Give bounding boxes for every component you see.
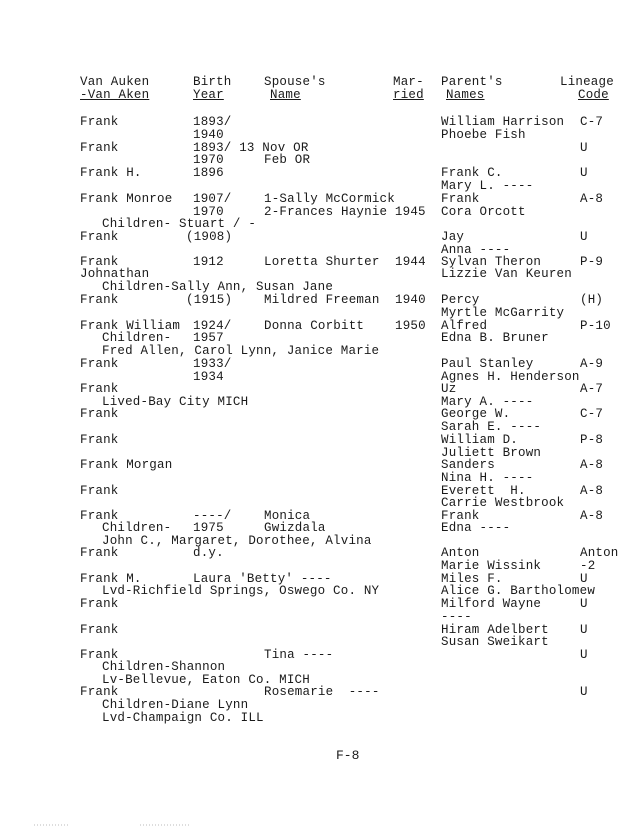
entry-cell: Lvd-Champaign Co. ILL (102, 711, 264, 725)
entry-cell: 2-Frances Haynie 1945 (264, 205, 426, 219)
entry-cell: Loretta Shurter (264, 255, 380, 269)
entry-cell: Frank (80, 484, 119, 498)
entry-cell: Children- (102, 521, 172, 535)
entry-cell: William D. (441, 433, 519, 447)
entry-cell: (H) (580, 293, 604, 307)
scan-specks (0, 820, 640, 828)
entry-cell: Marie Wissink (441, 559, 542, 573)
entry-cell: Percy (441, 293, 480, 307)
entry-cell: Lv-Bellevue, Eaton Co. MICH (102, 673, 310, 687)
entry-cell: U (580, 685, 588, 699)
entry-cell: 1907/ (193, 192, 232, 206)
entry-cell: P-8 (580, 433, 604, 447)
entry-cell: Children- Stuart / - (102, 217, 257, 231)
entry-cell: Laura 'Betty' ---- (193, 572, 332, 586)
entry-cell: U (580, 597, 588, 611)
entry-cell: 1933/ (193, 357, 232, 371)
entry-cell: 1-Sally McCormick (264, 192, 395, 206)
header-married-line2: ried (393, 88, 424, 102)
entry-cell: Frank Monroe (80, 192, 173, 206)
entry-cell: U (580, 230, 588, 244)
entry-cell: Frank (80, 509, 119, 523)
entry-cell: Frank (80, 115, 119, 129)
entry-cell: Frank (80, 407, 119, 421)
entry-cell: Anna ---- (441, 243, 511, 257)
entry-cell: Frank M. (80, 572, 142, 586)
entry-cell: Sarah E. ---- (441, 420, 542, 434)
entry-cell: C-7 (580, 407, 604, 421)
entry-cell: C-7 (580, 115, 604, 129)
entry-cell: William Harrison (441, 115, 565, 129)
entry-cell: A-8 (580, 484, 604, 498)
entry-cell: Mary L. ---- (441, 179, 534, 193)
entry-cell: Donna Corbitt (264, 319, 365, 333)
entry-cell: Tina ---- (264, 648, 334, 662)
header-spouse-line1: Spouse's (264, 75, 326, 89)
entry-cell: 1924/ (193, 319, 232, 333)
entry-cell: Children- (102, 331, 172, 345)
entry-cell: Frank (80, 685, 119, 699)
entry-cell: ---- (441, 610, 472, 624)
entry-cell: Carrie Westbrook (441, 496, 565, 510)
entry-cell: 1940 (395, 293, 426, 307)
entry-cell: Milford Wayne (441, 597, 542, 611)
entry-cell: Frank C. (441, 166, 503, 180)
entry-cell: d.y. (193, 546, 224, 560)
entry-cell: Myrtle McGarrity (441, 306, 565, 320)
entry-cell: Cora Orcott (441, 205, 526, 219)
entry-cell: A-8 (580, 458, 604, 472)
entry-cell: (1915) (186, 293, 233, 307)
entry-cell: A-7 (580, 382, 604, 396)
header-lineage-line1: Lineage (560, 75, 614, 89)
header-name-line2: -Van Aken (80, 88, 150, 102)
entry-cell: Frank Morgan (80, 458, 173, 472)
entry-cell: 1940 (193, 128, 224, 142)
header-birth-line1: Birth (193, 75, 232, 89)
entry-cell: Children-Diane Lynn (102, 698, 249, 712)
entry-cell: (1908) (186, 230, 233, 244)
entry-cell: Phoebe Fish (441, 128, 526, 142)
entry-cell: Frank William (80, 319, 181, 333)
entry-cell: Nina H. ---- (441, 471, 534, 485)
entry-cell: Mildred Freeman (264, 293, 380, 307)
entry-cell: A-8 (580, 192, 604, 206)
entry-cell: 1912 (193, 255, 224, 269)
entry-cell: ----/ (193, 509, 232, 523)
header-lineage-line2: Code (578, 88, 609, 102)
entry-cell: U (580, 572, 588, 586)
entry-cell: Susan Sweikart (441, 635, 549, 649)
entry-cell: Feb OR (264, 153, 311, 167)
entry-cell: Frank (441, 192, 480, 206)
entry-cell: Johnathan (80, 267, 150, 281)
header-parents-line1: Parent's (441, 75, 503, 89)
entry-cell: Frank (80, 255, 119, 269)
entry-cell: 1957 (193, 331, 224, 345)
entry-cell: P-9 (580, 255, 604, 269)
entry-cell: U (580, 623, 588, 637)
header-name-line1: Van Auken (80, 75, 150, 89)
entry-cell: John C., Margaret, Dorothee, Alvina (102, 534, 372, 548)
entry-cell: 1950 (395, 319, 426, 333)
entry-cell: Lvd-Richfield Springs, Oswego Co. NY (102, 584, 380, 598)
entry-cell: Frank (80, 293, 119, 307)
entry-cell: U (580, 141, 588, 155)
entry-cell: Rosemarie ---- (264, 685, 380, 699)
entry-cell: A-8 (580, 509, 604, 523)
entry-cell: Children-Sally Ann, Susan Jane (102, 280, 334, 294)
entry-cell: Alice G. Bartholomew (441, 584, 596, 598)
entry-cell: Gwizdala (264, 521, 326, 535)
entry-cell: Frank (80, 141, 119, 155)
entry-cell: A-9 (580, 357, 604, 371)
entry-cell: Sylvan Theron (441, 255, 542, 269)
entry-cell: Sanders (441, 458, 495, 472)
entry-cell: Frank (80, 597, 119, 611)
header-married-line1: Mar- (393, 75, 424, 89)
entry-cell: Paul Stanley (441, 357, 534, 371)
entry-cell: P-10 (580, 319, 611, 333)
entry-cell: Edna ---- (441, 521, 511, 535)
entry-cell: 1893/ (193, 115, 232, 129)
entry-cell: Anton (441, 546, 480, 560)
entry-cell: Frank (80, 357, 119, 371)
entry-cell: 1934 (193, 370, 224, 384)
entry-cell: Lived-Bay City MICH (102, 395, 249, 409)
entry-cell: 1896 (193, 166, 224, 180)
entry-cell: Children-Shannon (102, 660, 226, 674)
entry-cell: Anton (580, 546, 619, 560)
header-parents-line2: Names (446, 88, 485, 102)
entry-cell: 1970 (193, 153, 224, 167)
entry-cell: George W. (441, 407, 511, 421)
entry-cell: Frank (441, 509, 480, 523)
entry-cell: Uz (441, 382, 457, 396)
entry-cell: U (580, 166, 588, 180)
header-birth-line2: Year (193, 88, 224, 102)
entry-cell: Hiram Adelbert (441, 623, 549, 637)
entry-cell: Jay (441, 230, 465, 244)
entry-cell: 1893/ 13 Nov OR (193, 141, 309, 155)
entry-cell: Mary A. ---- (441, 395, 534, 409)
entry-cell: Juliett Brown (441, 446, 542, 460)
entry-cell: Monica (264, 509, 311, 523)
entry-cell: U (580, 648, 588, 662)
entry-cell: Frank (80, 230, 119, 244)
entry-cell: Frank H. (80, 166, 142, 180)
page-number: F-8 (336, 748, 360, 763)
entry-cell: Frank (80, 382, 119, 396)
header-spouse-line2: Name (270, 88, 301, 102)
entry-cell: 1975 (193, 521, 224, 535)
entry-cell: Frank (80, 433, 119, 447)
entry-cell: 1944 (395, 255, 426, 269)
entry-cell: Edna B. Bruner (441, 331, 549, 345)
entry-cell: Frank (80, 623, 119, 637)
entry-cell: Frank (80, 546, 119, 560)
entry-cell: Everett H. (441, 484, 526, 498)
entry-cell: Frank (80, 648, 119, 662)
entry-cell: Miles F. (441, 572, 503, 586)
entry-cell: Agnes H. Henderson (441, 370, 580, 384)
entry-cell: Lizzie Van Keuren (441, 267, 572, 281)
entry-cell: Alfred (441, 319, 488, 333)
entry-cell: -2 (580, 559, 596, 573)
entry-cell: 1970 (193, 205, 224, 219)
entry-cell: Fred Allen, Carol Lynn, Janice Marie (102, 344, 380, 358)
